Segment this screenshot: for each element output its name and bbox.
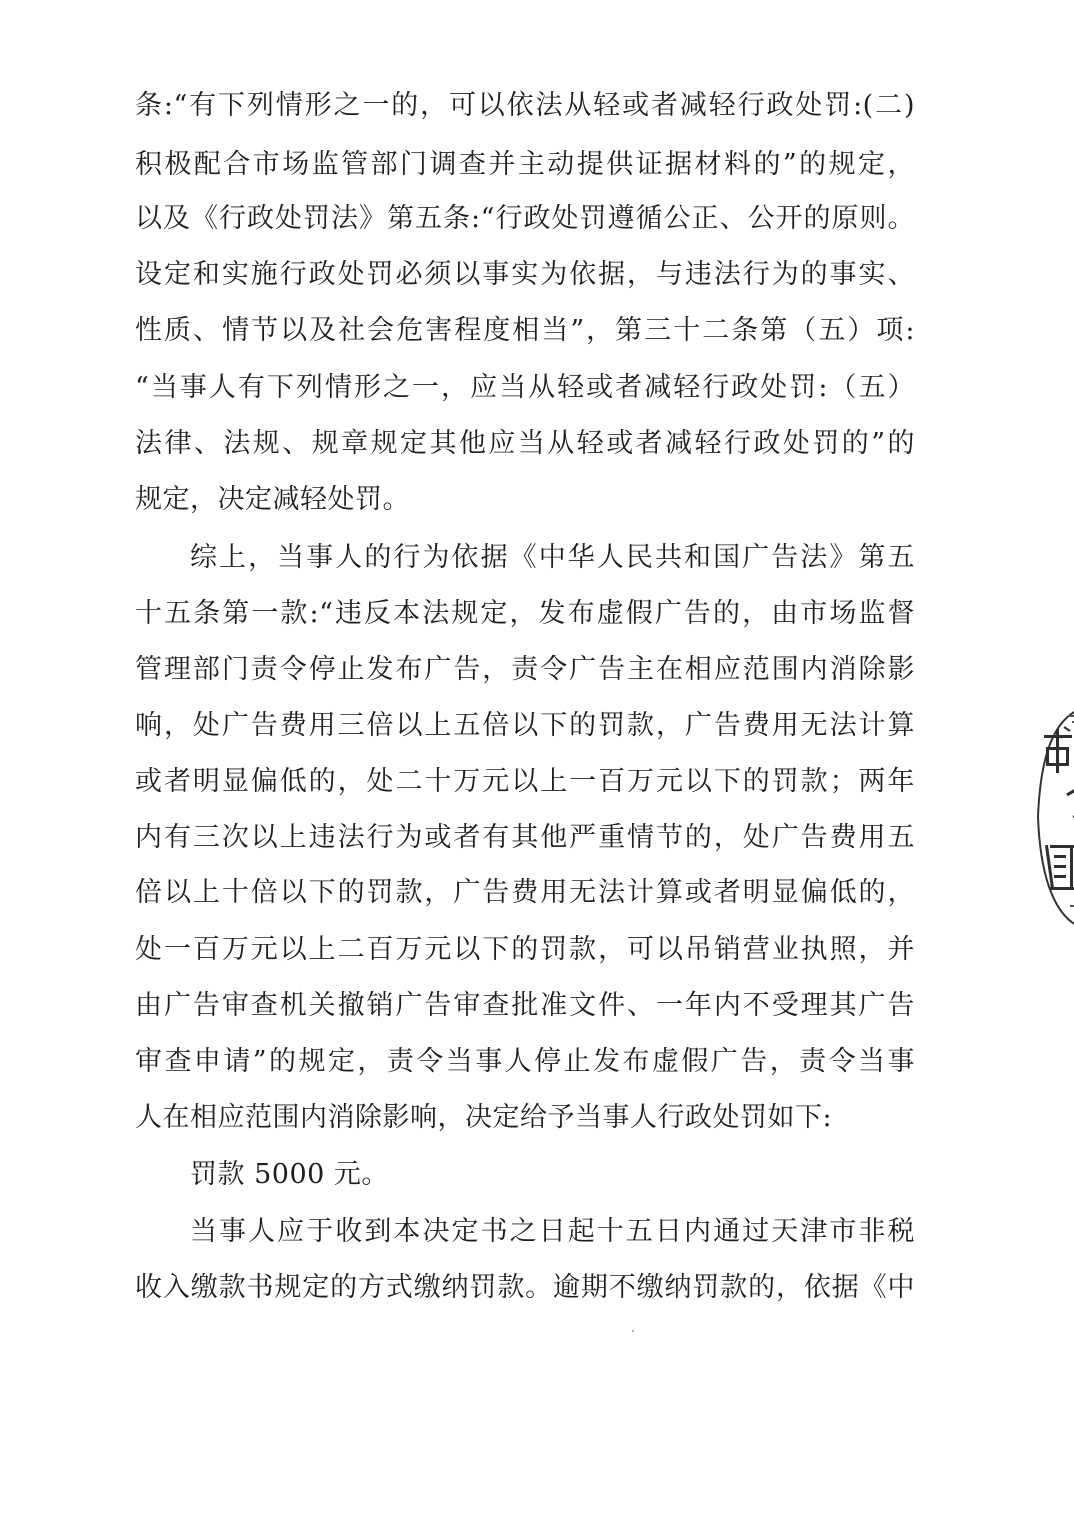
text-line: 规定，决定减轻处罚。 <box>135 484 410 515</box>
text-line: 由广告审查机关撤销广告审查批准文件、一年内不受理其广告 <box>135 990 915 1021</box>
text-line: 条:“有下列情形之一的，可以依法从轻或者减轻行政处罚:(二) <box>135 90 915 121</box>
text-line: 性质、情节以及社会危害程度相当”，第三十二条第（五）项: <box>135 315 915 346</box>
text-line: 内有三次以上违法行为或者有其他严重情节的，处广告费用五 <box>135 822 915 853</box>
penalty-amount: 罚款 5000 元。 <box>190 1159 389 1190</box>
text-line: 审查申请”的规定，责令当事人停止发布虚假广告，责令当事 <box>135 1046 915 1077</box>
text-line: 十五条第一款:“违反本法规定，发布虚假广告的，由市场监督 <box>135 598 915 629</box>
paragraph-start: 当事人应于收到本决定书之日起十五日内通过天津市非税 <box>190 1216 915 1247</box>
text-line: 收入缴款书规定的方式缴纳罚款。逾期不缴纳罚款的，依据《中 <box>135 1272 915 1303</box>
text-line: 响，处广告费用三倍以上五倍以下的罚款，广告费用无法计算 <box>135 710 915 741</box>
scan-speck <box>632 1330 634 1332</box>
text-line: 设定和实施行政处罚必须以事实为依据，与违法行为的事实、 <box>135 259 915 290</box>
text-line: 积极配合市场监管部门调查并主动提供证据材料的”的规定， <box>135 149 915 180</box>
text-line: 法律、法规、规章规定其他应当从轻或者减轻行政处罚的”的 <box>135 428 915 459</box>
text-line: 或者明显偏低的，处二十万元以上一百万元以下的罚款；两年 <box>135 766 915 797</box>
text-line: “当事人有下列情形之一，应当从轻或者减轻行政处罚:（五） <box>135 372 915 403</box>
text-line: 倍以上十倍以下的罚款，广告费用无法计算或者明显偏低的， <box>135 877 915 908</box>
seal-stamp-icon <box>1028 705 1074 930</box>
text-line: 以及《行政处罚法》第五条:“行政处罚遵循公正、公开的原则。 <box>135 203 915 234</box>
text-line: 管理部门责令停止发布广告，责令广告主在相应范围内消除影 <box>135 654 915 685</box>
text-line: 处一百万元以上二百万元以下的罚款，可以吊销营业执照，并 <box>135 934 915 965</box>
paragraph-start: 综上，当事人的行为依据《中华人民共和国广告法》第五 <box>190 542 915 573</box>
text-line: 人在相应范围内消除影响，决定给予当事人行政处罚如下: <box>135 1102 833 1133</box>
